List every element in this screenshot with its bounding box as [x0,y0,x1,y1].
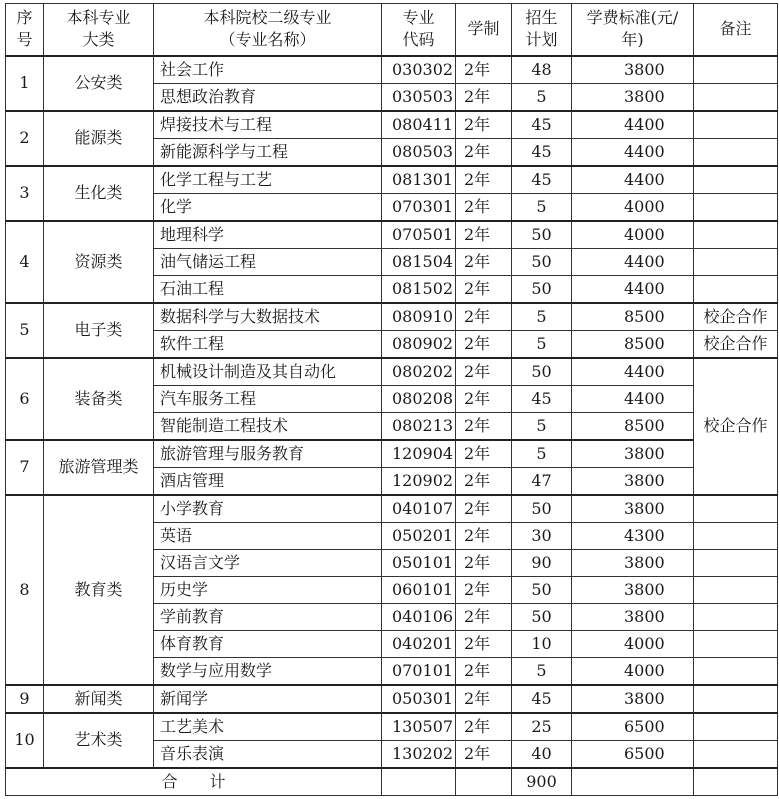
row-code: 080902 [382,330,456,358]
row-note [694,138,778,166]
row-code: 130202 [382,740,456,768]
row-note [694,549,778,576]
row-major: 汉语言文学 [154,549,382,576]
row-duration: 2年 [456,111,512,139]
row-code: 060101 [382,576,456,603]
table-row [6,303,778,331]
row-seq: 4 [6,221,44,303]
row-code: 130507 [382,713,456,741]
row-fee: 4400 [572,111,694,139]
row-major: 新能源科学与工程 [154,138,382,166]
total-row [6,768,778,796]
row-fee: 3800 [572,685,694,713]
row-note [694,83,778,111]
row-seq: 1 [6,56,44,111]
row-quota: 45 [512,111,572,139]
row-seq: 2 [6,111,44,166]
table-row [6,685,778,713]
row-fee: 6500 [572,713,694,741]
row-note [694,166,778,194]
row-major: 智能制造工程技术 [154,412,382,440]
row-category: 资源类 [44,221,154,303]
row-major: 小学教育 [154,495,382,523]
row-category: 艺术类 [44,713,154,768]
row-major: 历史学 [154,576,382,603]
row-quota: 30 [512,522,572,549]
row-fee: 4400 [572,138,694,166]
row-code: 080213 [382,412,456,440]
row-fee: 8500 [572,330,694,358]
row-note [694,221,778,249]
row-major: 化学 [154,193,382,221]
table-row [6,440,778,468]
row-fee: 3800 [572,467,694,495]
row-fee: 4400 [572,166,694,194]
header-major: 本科院校二级专业 （专业名称） [154,4,382,56]
row-note: 校企合作 [694,358,778,495]
row-code: 120904 [382,440,456,468]
row-major: 旅游管理与服务教育 [154,440,382,468]
row-major: 学前教育 [154,603,382,630]
header-category: 本科专业 大类 [44,4,154,56]
row-fee: 4000 [572,630,694,657]
row-quota: 10 [512,630,572,657]
row-note [694,740,778,768]
row-fee: 3800 [572,576,694,603]
row-duration: 2年 [456,412,512,440]
row-note [694,713,778,741]
row-duration: 2年 [456,685,512,713]
row-seq: 10 [6,713,44,768]
row-note [694,657,778,685]
row-quota: 5 [512,440,572,468]
row-major: 音乐表演 [154,740,382,768]
row-quota: 50 [512,275,572,303]
row-category: 新闻类 [44,685,154,713]
row-category: 装备类 [44,358,154,440]
row-category: 生化类 [44,166,154,221]
row-fee: 4300 [572,522,694,549]
row-seq: 3 [6,166,44,221]
row-quota: 47 [512,467,572,495]
row-code: 081502 [382,275,456,303]
row-quota: 5 [512,83,572,111]
row-seq: 6 [6,358,44,440]
row-fee: 8500 [572,412,694,440]
row-duration: 2年 [456,657,512,685]
table-row [6,166,778,194]
row-duration: 2年 [456,740,512,768]
row-duration: 2年 [456,138,512,166]
total-label: 合 计 [6,768,382,796]
row-category: 教育类 [44,495,154,685]
total-code [382,768,456,796]
row-quota: 50 [512,221,572,249]
row-quota: 5 [512,193,572,221]
row-major: 数学与应用数学 [154,657,382,685]
row-fee: 8500 [572,303,694,331]
row-category: 公安类 [44,56,154,111]
row-duration: 2年 [456,713,512,741]
row-quota: 50 [512,603,572,630]
row-code: 040201 [382,630,456,657]
table-row [6,495,778,523]
row-duration: 2年 [456,495,512,523]
row-fee: 3800 [572,83,694,111]
row-code: 080411 [382,111,456,139]
row-code: 030503 [382,83,456,111]
row-duration: 2年 [456,330,512,358]
table-row [6,56,778,84]
total-note [694,768,778,796]
row-major: 思想政治教育 [154,83,382,111]
row-major: 体育教育 [154,630,382,657]
row-code: 070301 [382,193,456,221]
row-fee: 4400 [572,275,694,303]
row-quota: 5 [512,412,572,440]
row-fee: 4400 [572,358,694,386]
table-body [6,56,778,796]
row-major: 英语 [154,522,382,549]
row-duration: 2年 [456,522,512,549]
table-row [6,358,778,386]
row-note: 校企合作 [694,330,778,358]
row-duration: 2年 [456,275,512,303]
row-quota: 45 [512,385,572,412]
row-code: 070101 [382,657,456,685]
row-duration: 2年 [456,83,512,111]
row-code: 081504 [382,248,456,275]
row-duration: 2年 [456,221,512,249]
row-category: 旅游管理类 [44,440,154,495]
row-code: 070501 [382,221,456,249]
total-quota: 900 [512,768,572,796]
row-quota: 50 [512,576,572,603]
row-fee: 3800 [572,603,694,630]
row-quota: 50 [512,358,572,386]
row-duration: 2年 [456,303,512,331]
row-code: 080202 [382,358,456,386]
row-major: 机械设计制造及其自动化 [154,358,382,386]
row-seq: 5 [6,303,44,358]
row-major: 汽车服务工程 [154,385,382,412]
row-category: 能源类 [44,111,154,166]
row-major: 地理科学 [154,221,382,249]
enrollment-table [5,3,778,796]
row-note [694,275,778,303]
table-row [6,221,778,249]
row-note: 校企合作 [694,303,778,331]
row-note [694,248,778,275]
total-duration [456,768,512,796]
row-major: 化学工程与工艺 [154,166,382,194]
row-major: 新闻学 [154,685,382,713]
row-quota: 40 [512,740,572,768]
row-duration: 2年 [456,440,512,468]
header-quota: 招生 计划 [512,4,572,56]
row-code: 050201 [382,522,456,549]
row-major: 软件工程 [154,330,382,358]
row-fee: 3800 [572,56,694,84]
row-note [694,685,778,713]
row-quota: 45 [512,685,572,713]
row-quota: 5 [512,330,572,358]
header-row [6,4,778,56]
row-fee: 3800 [572,549,694,576]
row-duration: 2年 [456,603,512,630]
enrollment-table-container [5,3,778,796]
row-code: 081301 [382,166,456,194]
row-quota: 5 [512,303,572,331]
row-code: 030302 [382,56,456,84]
row-duration: 2年 [456,467,512,495]
row-code: 050301 [382,685,456,713]
row-major: 石油工程 [154,275,382,303]
row-duration: 2年 [456,630,512,657]
table-row [6,713,778,741]
row-major: 焊接技术与工程 [154,111,382,139]
row-duration: 2年 [456,358,512,386]
row-code: 040106 [382,603,456,630]
row-duration: 2年 [456,549,512,576]
row-duration: 2年 [456,56,512,84]
row-seq: 7 [6,440,44,495]
row-quota: 50 [512,495,572,523]
row-code: 080503 [382,138,456,166]
row-code: 080910 [382,303,456,331]
row-quota: 25 [512,713,572,741]
header-duration: 学制 [456,4,512,56]
row-note [694,576,778,603]
header-seq: 序 号 [6,4,44,56]
row-major: 油气储运工程 [154,248,382,275]
row-quota: 45 [512,166,572,194]
row-note [694,630,778,657]
row-category: 电子类 [44,303,154,358]
row-duration: 2年 [456,166,512,194]
row-code: 040107 [382,495,456,523]
row-note [694,56,778,84]
row-fee: 6500 [572,740,694,768]
row-duration: 2年 [456,576,512,603]
row-note [694,495,778,523]
row-note [694,603,778,630]
header-code: 专业 代码 [382,4,456,56]
row-seq: 9 [6,685,44,713]
row-duration: 2年 [456,193,512,221]
row-major: 工艺美术 [154,713,382,741]
row-fee: 3800 [572,495,694,523]
row-major: 酒店管理 [154,467,382,495]
row-quota: 48 [512,56,572,84]
row-major: 社会工作 [154,56,382,84]
row-fee: 4000 [572,221,694,249]
total-fee [572,768,694,796]
header-note: 备注 [694,4,778,56]
row-note [694,522,778,549]
row-major: 数据科学与大数据技术 [154,303,382,331]
row-fee: 4400 [572,385,694,412]
row-fee: 4400 [572,248,694,275]
row-fee: 4000 [572,193,694,221]
row-quota: 50 [512,248,572,275]
row-duration: 2年 [456,248,512,275]
row-quota: 45 [512,138,572,166]
row-code: 050101 [382,549,456,576]
row-note [694,111,778,139]
row-quota: 5 [512,657,572,685]
header-fee: 学费标准(元/ 年) [572,4,694,56]
row-code: 080208 [382,385,456,412]
row-quota: 90 [512,549,572,576]
row-duration: 2年 [456,385,512,412]
table-row [6,111,778,139]
row-fee: 4000 [572,657,694,685]
row-note [694,193,778,221]
row-seq: 8 [6,495,44,685]
row-fee: 3800 [572,440,694,468]
row-code: 120902 [382,467,456,495]
